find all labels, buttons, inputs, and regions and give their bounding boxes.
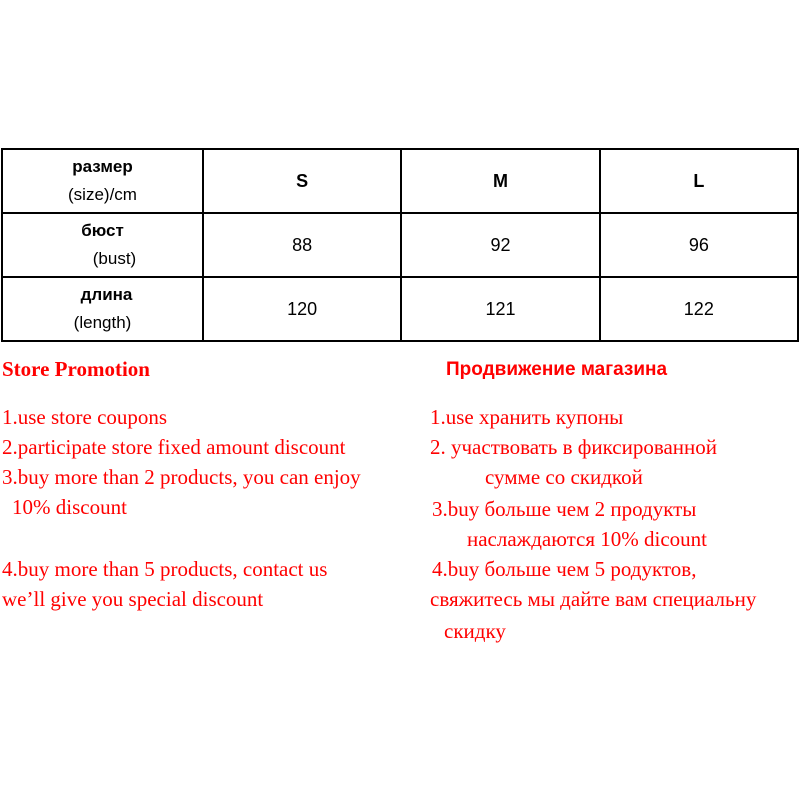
promo-ru-line-5: наслаждаются 10% dicount xyxy=(467,527,708,551)
promo-ru-line-3: сумме со скидкой xyxy=(485,465,643,489)
promo-ru-line-4: 3.buy больше чем 2 продукты xyxy=(432,497,697,521)
size-table xyxy=(1,148,799,342)
size-label-en: (size)/cm xyxy=(68,185,137,204)
bust-m-value: 92 xyxy=(401,213,599,277)
promo-ru-line-7: свяжитесь мы дайте вам специальну xyxy=(430,587,757,611)
promo-en-line-1: 1.use store coupons xyxy=(2,405,168,429)
length-label-en: (length) xyxy=(73,313,132,332)
promo-en-line-3: 3.buy more than 2 products, you can enjoy xyxy=(2,465,361,489)
table-row-bust xyxy=(2,213,798,277)
size-label-ru: размер xyxy=(72,157,133,176)
length-header-cell xyxy=(2,277,203,341)
promo-en-line-6: we’ll give you special discount xyxy=(2,587,264,611)
promo-ru-line-1: 1.use хранить купоны xyxy=(430,405,624,429)
bust-l-value: 96 xyxy=(600,213,798,277)
bust-label-en: (bust) xyxy=(92,249,137,268)
table-row-length xyxy=(2,277,798,341)
promo-ru-line-8: скидку xyxy=(444,619,506,643)
size-l-header: L xyxy=(600,149,798,213)
size-m-header: M xyxy=(401,149,599,213)
promo-ru-line-6: 4.buy больше чем 5 родуктов, xyxy=(432,557,697,581)
length-label-ru: длина xyxy=(80,285,133,304)
size-header-cell xyxy=(2,149,203,213)
length-l-value: 122 xyxy=(600,277,798,341)
bust-label-ru: бюст xyxy=(81,221,124,240)
promo-en-line-4: 10% discount xyxy=(12,495,127,519)
table-row-size xyxy=(2,149,798,213)
promo-ru-line-2: 2. участвовать в фиксированной xyxy=(430,435,717,459)
size-s-header: S xyxy=(203,149,401,213)
bust-header-cell xyxy=(2,213,203,277)
length-s-value: 120 xyxy=(203,277,401,341)
length-m-value: 121 xyxy=(401,277,599,341)
promo-en-line-5: 4.buy more than 5 products, contact us xyxy=(2,557,328,581)
promo-en-line-2: 2.participate store fixed amount discount xyxy=(2,435,346,459)
promo-title-ru: Продвижение магазина xyxy=(446,359,668,380)
bust-s-value: 88 xyxy=(203,213,401,277)
promo-title-en: Store Promotion xyxy=(2,357,150,381)
